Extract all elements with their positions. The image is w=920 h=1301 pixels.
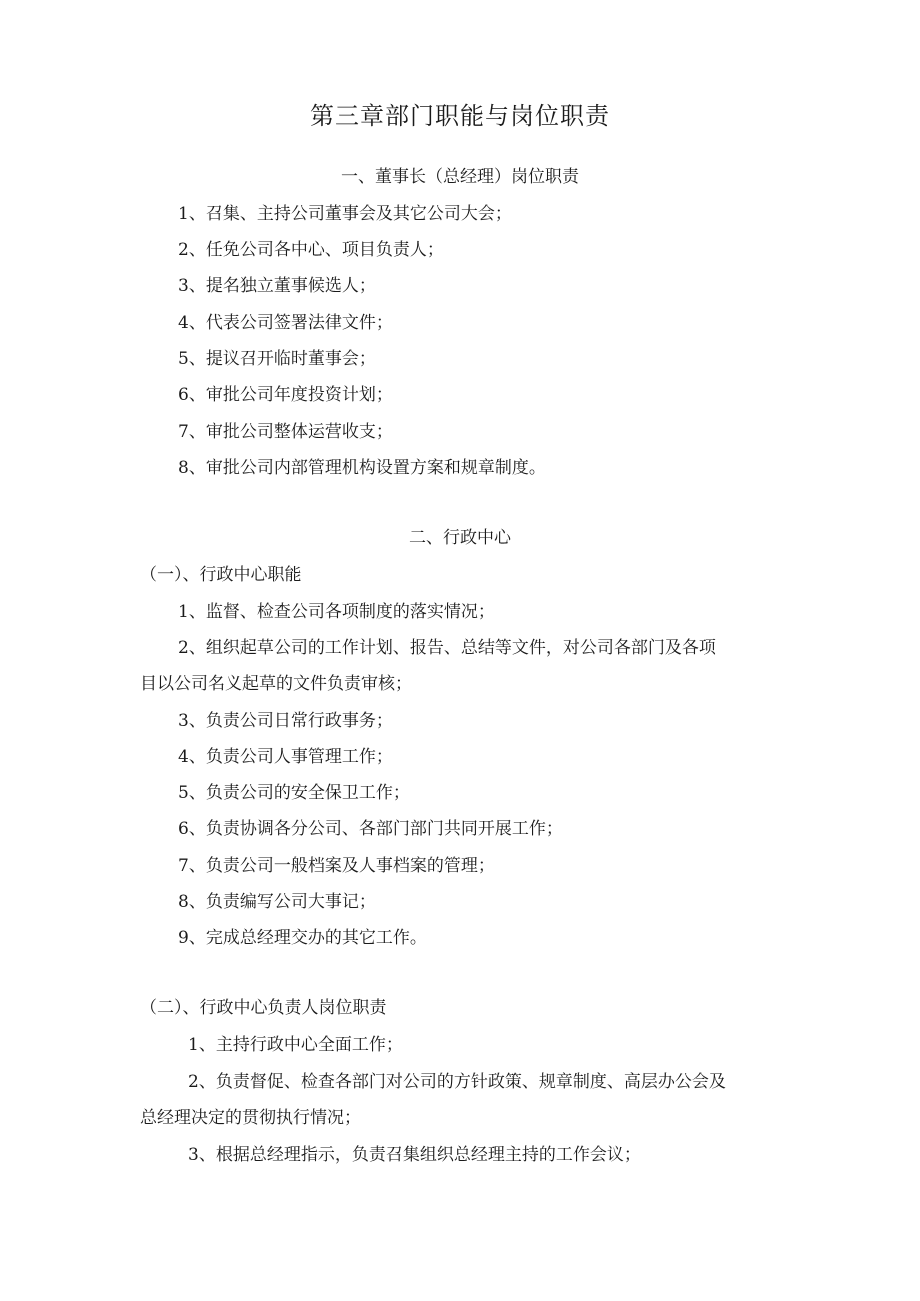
list-item: 4、负责公司人事管理工作； bbox=[178, 747, 393, 767]
chapter-title: 第三章部门职能与岗位职责 bbox=[310, 102, 610, 130]
list-item: 6、负责协调各分公司、各部门部门共同开展工作； bbox=[178, 819, 563, 839]
list-item: 1、监督、检查公司各项制度的落实情况； bbox=[178, 602, 495, 622]
list-item-continuation: 总经理决定的贯彻执行情况； bbox=[140, 1108, 361, 1128]
list-item: 2、组织起草公司的工作计划、报告、总结等文件，对公司各部门及各项 bbox=[178, 638, 716, 658]
list-item: 8、负责编写公司大事记； bbox=[178, 892, 376, 912]
list-item: 9、完成总经理交办的其它工作。 bbox=[178, 928, 427, 948]
list-item: 3、负责公司日常行政事务； bbox=[178, 711, 393, 731]
list-item: 7、审批公司整体运营收支； bbox=[178, 422, 393, 442]
list-item: 2、负责督促、检查各部门对公司的方针政策、规章制度、高层办公会及 bbox=[188, 1072, 726, 1092]
list-item: 5、负责公司的安全保卫工作； bbox=[178, 783, 410, 803]
list-item: 7、负责公司一般档案及人事档案的管理； bbox=[178, 856, 495, 876]
section-heading-chairman: 一、董事长（总经理）岗位职责 bbox=[341, 167, 579, 187]
section-heading-admin: 二、行政中心 bbox=[409, 528, 511, 548]
subsection-heading-functions: （一）、行政中心职能 bbox=[140, 565, 302, 585]
list-item: 1、主持行政中心全面工作； bbox=[188, 1035, 403, 1055]
list-item: 3、提名独立董事候选人； bbox=[178, 276, 376, 296]
list-item: 6、审批公司年度投资计划； bbox=[178, 385, 393, 405]
subsection-heading-head-duties: （二）、行政中心负责人岗位职责 bbox=[140, 998, 387, 1018]
list-item-continuation: 目以公司名义起草的文件负责审核； bbox=[140, 674, 412, 694]
list-item: 8、审批公司内部管理机构设置方案和规章制度。 bbox=[178, 458, 546, 478]
list-item: 3、根据总经理指示，负责召集组织总经理主持的工作会议； bbox=[188, 1145, 641, 1165]
list-item: 5、提议召开临时董事会； bbox=[178, 349, 376, 369]
list-item: 4、代表公司签署法律文件； bbox=[178, 313, 393, 333]
list-item: 1、召集、主持公司董事会及其它公司大会； bbox=[178, 204, 512, 224]
list-item: 2、任免公司各中心、项目负责人； bbox=[178, 240, 444, 260]
